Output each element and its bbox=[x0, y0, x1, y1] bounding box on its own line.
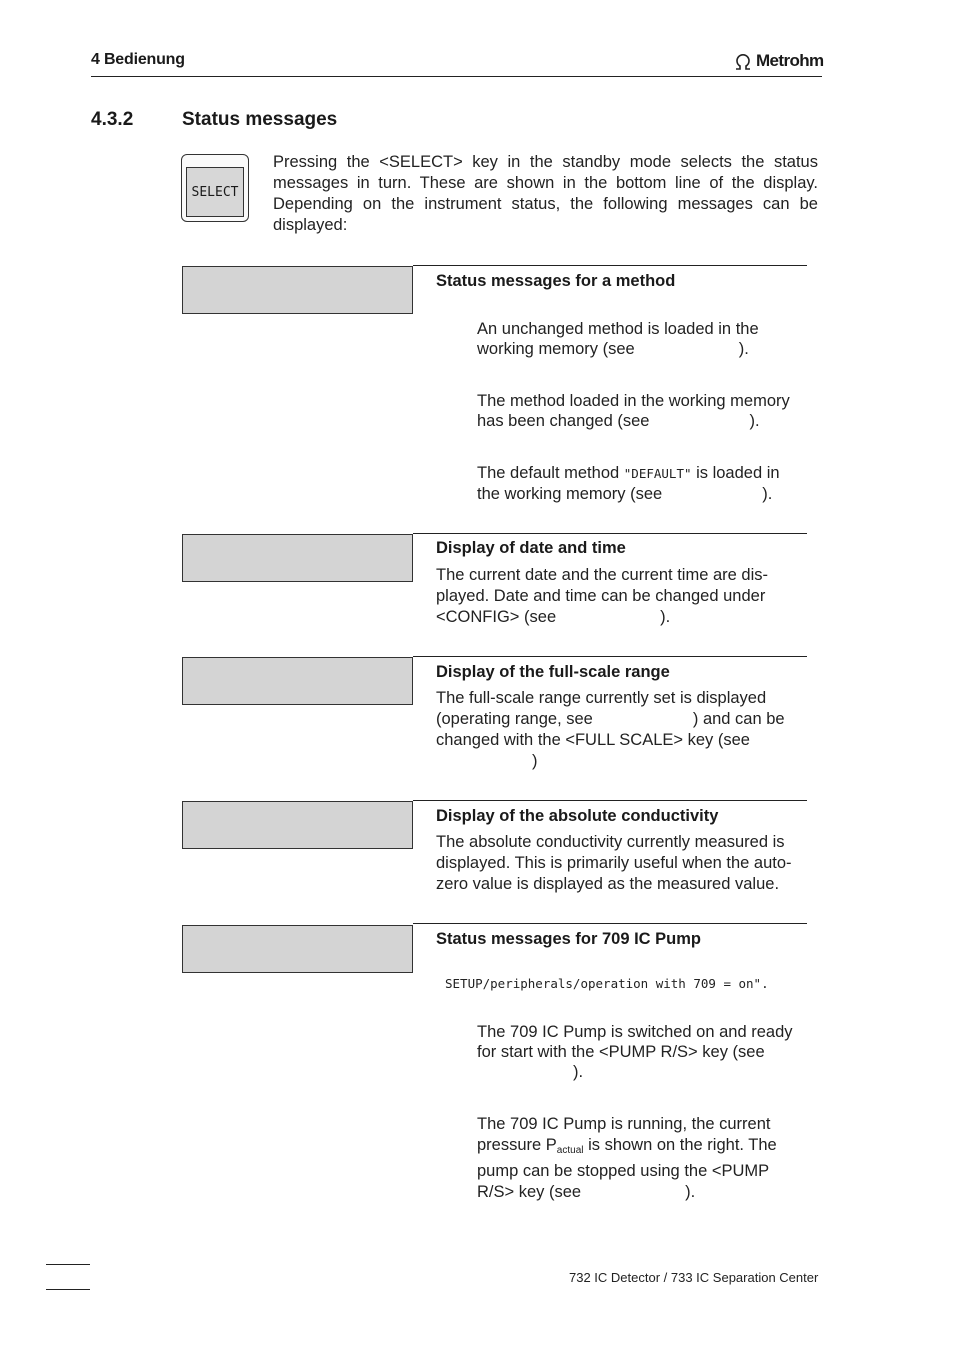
omega-logo-icon bbox=[733, 53, 753, 70]
footer-rule bbox=[46, 1289, 90, 1290]
block-heading: Status messages for 709 IC Pump bbox=[436, 930, 702, 948]
section-number: 4.3.2 bbox=[91, 109, 134, 130]
footer-text: 732 IC Detector / 733 IC Separation Center bbox=[569, 1270, 819, 1285]
block-divider bbox=[413, 265, 807, 266]
select-key-illustration bbox=[181, 154, 249, 222]
display-panel-method bbox=[182, 266, 413, 314]
block-divider bbox=[413, 923, 807, 924]
logo-text: Metrohm bbox=[756, 51, 824, 70]
block-heading: Display of the full-scale range bbox=[436, 663, 670, 681]
display-panel-conductivity bbox=[182, 801, 413, 849]
display-panel-pump bbox=[182, 925, 413, 973]
brand-logo bbox=[733, 51, 824, 71]
select-key-label: SELECT bbox=[186, 167, 244, 217]
list-item: The 709 IC Pump is switched on and ready for start with the <PUMP R/S> key (see ). bbox=[477, 1023, 793, 1081]
block-description: The current date and the current time are dis- played. Date and time can be changed under <CONFIG> (see ). bbox=[436, 566, 768, 626]
block-heading: Display of the absolute conductivity bbox=[436, 807, 719, 825]
list-item: The method loaded in the working memory has been changed (see ). bbox=[477, 392, 790, 430]
list-item: An unchanged method is loaded in the working memory (see ). bbox=[477, 320, 759, 358]
block-divider bbox=[413, 656, 807, 657]
block-description: The full-scale range currently set is displayed (operating range, see ) and can be changed with the <FULL SCALE> key (see ) bbox=[436, 689, 785, 770]
display-panel-fullscale bbox=[182, 657, 413, 705]
block-heading: Status messages for a method bbox=[436, 272, 676, 290]
section-title: Status messages bbox=[182, 109, 338, 130]
intro-paragraph: Pressing the <SELECT> key in the standby mode selects the status messages in turn. These are shown in the bottom line of the display. Depending on the instrument status, the following messages can be displayed: bbox=[273, 153, 818, 234]
header-divider bbox=[91, 76, 822, 77]
chapter-title: 4 Bedienung bbox=[91, 51, 185, 68]
display-panel-datetime bbox=[182, 534, 413, 582]
block-heading: Display of date and time bbox=[436, 539, 626, 557]
block-description: The absolute conductivity currently measured is displayed. This is primarily useful when the auto- zero value is displayed as the measured value. bbox=[436, 833, 792, 893]
list-item: The 709 IC Pump is running, the current pressure $P_{actual}$ is shown on the right. The pump can be stopped using the <PUMP R/S> key (see ). bbox=[477, 1115, 777, 1201]
footer-rule bbox=[46, 1264, 90, 1265]
list-item: The default method "DEFAULT" is loaded in the working memory (see ). bbox=[477, 464, 780, 503]
block-divider bbox=[413, 800, 807, 801]
config-path-text: SETUP/peripherals/operation with 709 = on". bbox=[445, 976, 769, 991]
block-divider bbox=[413, 533, 807, 534]
